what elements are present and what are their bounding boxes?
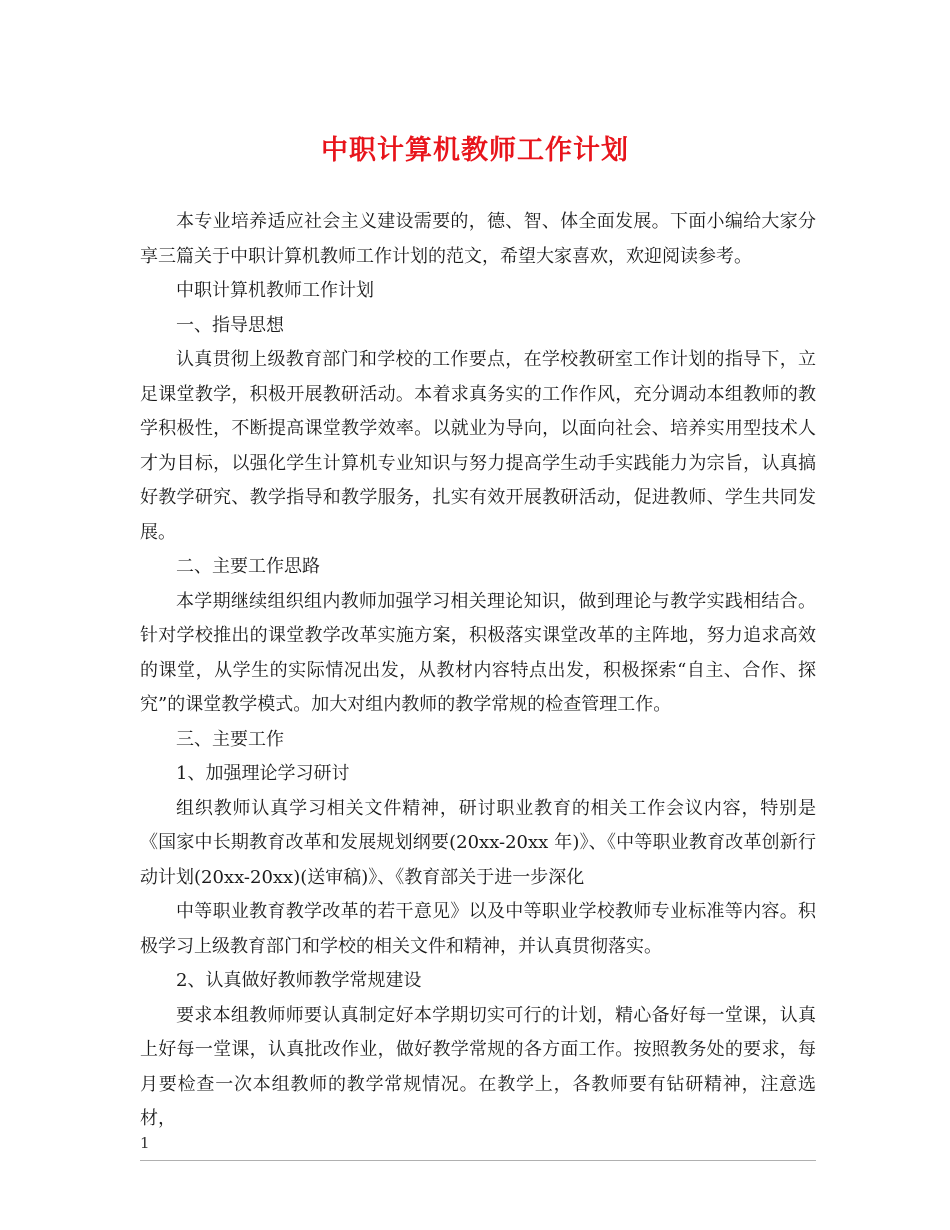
heading-theory-study: 1、加强理论学习研讨 bbox=[176, 763, 350, 784]
document-body bbox=[140, 205, 816, 1137]
footer-divider bbox=[140, 1160, 816, 1161]
paragraph-main-ideas: 本学期继续组织组内教师加强学习相关理论知识，做到理论与教学实践相结合。针对学校推出的课堂教学改革实施方案，积极落实课堂改革的主阵地，努力追求高效的课堂，从学生的实际情况出发，从教材内容特点出发，积极探索“自主、合作、探究”的课堂教学模式。加大对组内教师的教学常规的检查管理工作。 bbox=[140, 590, 816, 715]
paragraph-subtitle: 中职计算机教师工作计划 bbox=[176, 280, 374, 301]
heading-guiding-ideology: 一、指导思想 bbox=[176, 314, 284, 336]
heading-teaching-routine: 2、认真做好教师教学常规建设 bbox=[176, 970, 422, 991]
paragraph-guiding-ideology: 认真贯彻上级教育部门和学校的工作要点，在学校教研室工作计划的指导下，立足课堂教学，积极开展教研活动。本着求真务实的工作作风，充分调动本组教师的教学积极性，不断提高课堂教学效率。以就业为导向，以面向社会、培养实用型技术人才为目标，以强化学生计算机专业知识与努力提高学生动手实践能力为宗旨，认真搞好教学研究、教学指导和教学服务，扎实有效开展教研活动，促进教师、学生共同发展。 bbox=[140, 349, 816, 543]
paragraph-intro: 本专业培养适应社会主义建设需要的，德、智、体全面发展。下面小编给大家分享三篇关于中职计算机教师工作计划的范文，希望大家喜欢，欢迎阅读参考。 bbox=[140, 211, 816, 267]
heading-main-ideas: 二、主要工作思路 bbox=[176, 556, 320, 577]
paragraph-teaching-routine: 要求本组教师师要认真制定好本学期切实可行的计划，精心备好每一堂课，认真上好每一堂课，认真批改作业，做好教学常规的各方面工作。按照教务处的要求，每月要检查一次本组教师的教学常规情况。在教学上，各教师要有钻研精神，注意选材， bbox=[140, 1004, 816, 1129]
page-number: 1 bbox=[140, 1134, 150, 1152]
document-title: 中职计算机教师工作计划 bbox=[321, 135, 629, 166]
paragraph-theory-study: 组织教师认真学习相关文件精神，研讨职业教育的相关工作会议内容，特别是《国家中长期教育改革和发展规划纲要(20xx-20xx 年)》、《中等职业教育改革创新行动计划(20xx-20xx)(送审稿)》、《教育部关于进一步深化 bbox=[140, 797, 816, 888]
heading-main-work: 三、主要工作 bbox=[176, 728, 284, 750]
paragraph-theory-study-cont: 中等职业教育教学改革的若干意见》以及中等职业学校教师专业标准等内容。积极学习上级教育部门和学校的相关文件和精神，并认真贯彻落实。 bbox=[140, 901, 816, 957]
